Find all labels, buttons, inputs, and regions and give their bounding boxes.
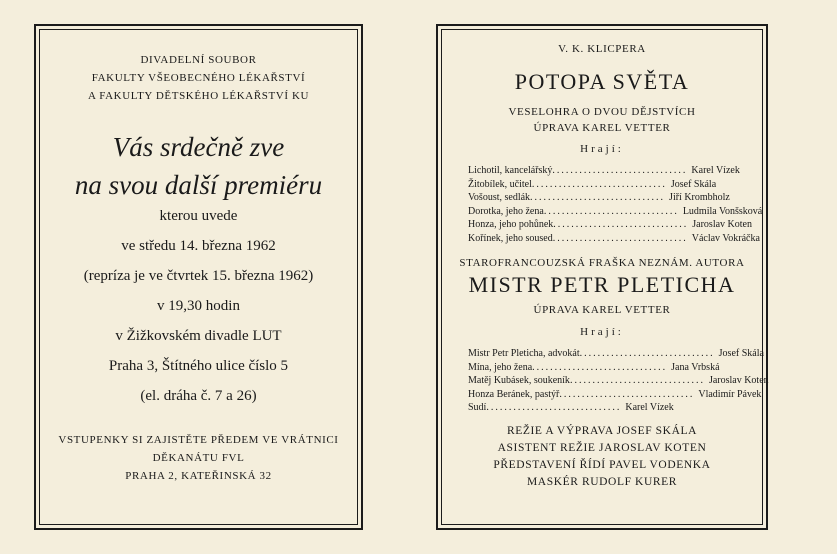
play1-author: V. K. KLICPERA xyxy=(558,43,646,55)
left-page xyxy=(0,0,400,554)
detail-line-1: kterou uvede xyxy=(159,208,238,224)
tickets-line-1: VSTUPENKY SI ZAJISTĚTE PŘEDEM VE VRÁTNICI xyxy=(58,434,339,446)
cast-row: Mína, jeho žena .............................. Jana Vrbská xyxy=(468,361,720,373)
cast-row: Kořínek, jeho soused .............................. Václav Vokráčka xyxy=(468,232,760,244)
credit-line-1: REŽIE A VÝPRAVA JOSEF SKÁLA xyxy=(506,425,698,437)
play1-cast-list xyxy=(468,164,763,245)
play2-cast-list xyxy=(468,347,769,415)
detail-line-5: v Žižkovském divadle LUT xyxy=(115,328,282,344)
cast-row: Sudí .............................. Karel Vízek xyxy=(468,402,674,413)
cast-row: Žitobílek, učitel .............................. Josef Skála xyxy=(468,178,717,190)
right-page xyxy=(400,0,800,554)
cast-row: Lichotil, kancelářský .............................. Karel Vízek xyxy=(468,165,740,176)
left-border-frame xyxy=(34,24,363,530)
invite-line-2: na svou další premiéru xyxy=(74,170,323,200)
credit-line-3: PŘEDSTAVENÍ ŘÍDÍ PAVEL VODENKA xyxy=(493,459,711,471)
detail-line-3: (repríza je ve čtvrtek 15. března 1962) xyxy=(83,268,314,284)
credit-line-4: MASKÉR RUDOLF KURER xyxy=(526,476,678,488)
detail-line-7: (el. dráha č. 7 a 26) xyxy=(140,388,257,404)
right-border-frame xyxy=(436,24,768,530)
cast-row: Matěj Kubásek, soukeník .............................. Jaroslav Koten xyxy=(468,375,769,386)
credit-line-2: ASISTENT REŽIE JAROSLAV KOTEN xyxy=(497,442,707,454)
play1-adaptation: ÚPRAVA KAREL VETTER xyxy=(533,122,671,134)
cast-row: Honza Beránek, pastýř .............................. Vladimír Pávek xyxy=(468,388,762,400)
play2-hraji: Hrají: xyxy=(580,326,624,338)
invite-line-1: Vás srdečně zve xyxy=(112,132,285,162)
detail-line-2: ve středu 14. března 1962 xyxy=(121,238,276,254)
cast-row: Mistr Petr Pleticha, advokát .............................. Josef Skála xyxy=(468,348,764,359)
play1-title: POTOPA SVĚTA xyxy=(514,69,690,94)
tickets-line-2: DĚKANÁTU FVL xyxy=(152,452,245,464)
detail-line-6: Praha 3, Štítného ulice číslo 5 xyxy=(108,358,289,374)
play2-title: MISTR PETR PLETICHA xyxy=(468,272,736,297)
play2-subtitle: STAROFRANCOUZSKÁ FRAŠKA NEZNÁM. AUTORA xyxy=(459,257,745,269)
org-line-3: A FAKULTY DĚTSKÉHO LÉKAŘSTVÍ KU xyxy=(87,90,310,102)
play1-genre: VESELOHRA O DVOU DĚJSTVÍCH xyxy=(508,106,696,118)
cast-row: Dorotka, jeho žena .............................. Ludmila Vonšsková xyxy=(468,205,763,217)
org-line-1: DIVADELNÍ SOUBOR xyxy=(140,54,257,66)
cast-row: Honza, jeho pohůnek .............................. Jaroslav Koten xyxy=(468,219,752,230)
cast-row: Vošoust, sedlák .............................. Jiří Krombholz xyxy=(468,192,730,203)
org-line-2: FAKULTY VŠEOBECNÉHO LÉKAŘSTVÍ xyxy=(91,72,306,84)
play1-hraji: Hrají: xyxy=(580,143,624,155)
play2-adaptation: ÚPRAVA KAREL VETTER xyxy=(533,304,671,316)
detail-line-4: v 19,30 hodin xyxy=(157,298,240,314)
tickets-line-3: PRAHA 2, KATEŘINSKÁ 32 xyxy=(125,470,272,482)
